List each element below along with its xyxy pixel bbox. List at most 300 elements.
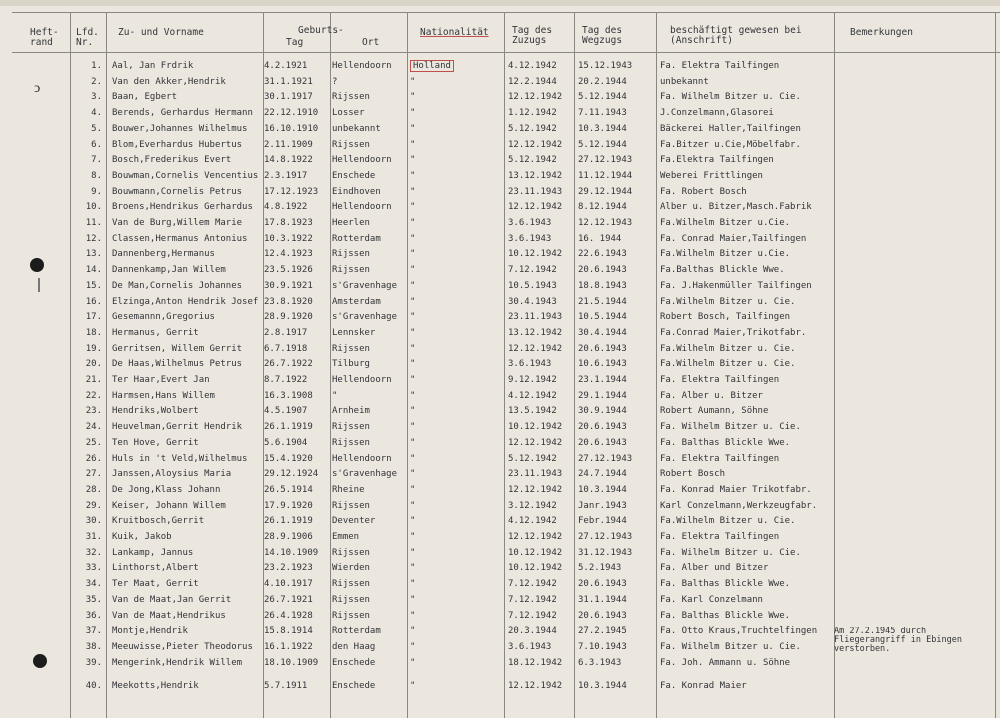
birth-place: Enschede	[332, 657, 376, 668]
arrival-date: 10.12.1942	[508, 563, 563, 574]
remarks: Am 27.2.1945 durch Fliegerangriff in Ebingen verstorben.	[834, 627, 962, 655]
row-number: 38.	[85, 641, 102, 652]
birth-date: 18.10.1909	[264, 657, 319, 668]
birth-place: Emmen	[332, 532, 360, 542]
departure-date: Janr.1943	[578, 500, 627, 511]
birth-date: 26.4.1928	[264, 610, 313, 621]
arrival-date: 10.5.1943	[508, 280, 557, 291]
departure-date: 5.2.1943	[578, 563, 622, 574]
employer: Fa. Joh. Ammann u. Söhne	[660, 657, 791, 668]
departure-date: 27.12.1943	[578, 155, 633, 166]
nationality: "	[410, 76, 416, 87]
person-name: Keiser, Johann Willem	[112, 500, 226, 511]
birth-date: 2.3.1917	[264, 170, 308, 181]
person-name: Broens,Hendrikus Gerhardus	[112, 202, 253, 213]
employer: Fa. Robert Bosch	[660, 186, 747, 197]
arrival-date: 3.6.1943	[508, 218, 552, 228]
row-number: 7.	[91, 155, 102, 166]
table-row	[0, 74, 1000, 90]
person-name: Dannenkamp,Jan Willem	[112, 265, 226, 276]
person-name: Elzinga,Anton Hendrik Josef	[112, 296, 259, 307]
table-row	[0, 545, 1000, 561]
nationality: "	[410, 484, 416, 495]
arrival-date: 5.12.1942	[508, 155, 557, 166]
person-name: Aal, Jan Frdrik	[112, 61, 194, 71]
row-number: 30.	[85, 516, 102, 527]
table-row	[0, 356, 1000, 372]
birth-date: 4.10.1917	[264, 579, 313, 590]
birth-place: Hellendoorn	[332, 61, 392, 71]
departure-date: 27.12.1943	[578, 532, 633, 542]
arrival-date: 12.12.1942	[508, 343, 563, 354]
departure-date: 20.2.1944	[578, 76, 627, 87]
row-number: 19.	[85, 343, 102, 354]
nationality: "	[410, 186, 416, 197]
person-name: Van de Maat,Jan Gerrit	[112, 594, 232, 605]
punch-hole	[33, 654, 47, 668]
table-row	[0, 466, 1000, 482]
arrival-date: 12.2.1944	[508, 76, 557, 87]
arrival-date: 10.12.1942	[508, 547, 563, 558]
row-number: 12.	[85, 233, 102, 244]
employer: J.Conzelmann,Glasorei	[660, 108, 774, 119]
departure-date: 10.5.1944	[578, 312, 627, 323]
birth-date: 22.12.1910	[264, 108, 319, 119]
departure-date: 5.12.1944	[578, 139, 627, 150]
employer: Fa.Wilhelm Bitzer u. Cie.	[660, 296, 796, 307]
departure-date: 30.4.1944	[578, 327, 627, 338]
table-row	[0, 325, 1000, 341]
person-name: Van de Burg,Willem Marie	[112, 218, 243, 228]
birth-place: "	[332, 390, 338, 401]
employer: Fa. Balthas Blickle Wwe.	[660, 579, 791, 590]
table-row	[0, 184, 1000, 200]
employer: Fa. Elektra Tailfingen	[660, 61, 780, 71]
nationality: "	[410, 641, 416, 652]
birth-date: 5.7.1911	[264, 681, 308, 692]
header-nationality: Nationalität	[420, 27, 489, 38]
margin-mark: ↄ	[34, 80, 41, 96]
birth-place: Rotterdam	[332, 626, 381, 637]
arrival-date: 3.6.1943	[508, 233, 552, 244]
employer: Alber u. Bitzer,Masch.Fabrik	[660, 202, 812, 213]
arrival-date: 12.12.1942	[508, 437, 563, 448]
arrival-date: 23.11.1943	[508, 469, 563, 480]
employer: Fa. Wilhelm Bitzer u. Cie.	[660, 92, 801, 103]
nationality: "	[410, 202, 416, 213]
nationality: "	[410, 406, 416, 417]
birth-date: 23.2.1923	[264, 563, 313, 574]
departure-date: 20.6.1943	[578, 437, 627, 448]
person-name: Mengerink,Hendrik Willem	[112, 657, 243, 668]
table-row	[0, 137, 1000, 153]
employer: Fa. Konrad Maier	[660, 681, 747, 692]
birth-place: Hellendoorn	[332, 453, 392, 464]
row-number: 4.	[91, 108, 102, 119]
employer: Fa. Wilhelm Bitzer u. Cie.	[660, 641, 801, 652]
person-name: Baan, Egbert	[112, 92, 178, 103]
departure-date: 11.12.1944	[578, 170, 633, 181]
table-row	[0, 388, 1000, 404]
employer: Fa.Wilhelm Bitzer u.Cie.	[660, 218, 791, 228]
row-number: 39.	[85, 657, 102, 668]
row-number: 33.	[85, 563, 102, 574]
table-row	[0, 451, 1000, 467]
row-number: 10.	[85, 202, 102, 213]
employer: Fa. Balthas Blickle Wwe.	[660, 437, 791, 448]
nationality: "	[410, 343, 416, 354]
row-number: 18.	[85, 327, 102, 338]
table-row	[0, 372, 1000, 388]
employer: Fa. Wilhelm Bitzer u. Cie.	[660, 547, 801, 558]
person-name: Kruitbosch,Gerrit	[112, 516, 205, 527]
person-name: Bouwman,Cornelis Vencentius	[112, 170, 259, 181]
birth-date: 16.1.1922	[264, 641, 313, 652]
nationality: "	[410, 681, 416, 692]
row-number: 21.	[85, 375, 102, 385]
table-row	[0, 121, 1000, 137]
row-number: 25.	[85, 437, 102, 448]
birth-date: 17.9.1920	[264, 500, 313, 511]
employer: Bäckerei Haller,Tailfingen	[660, 123, 801, 134]
departure-date: 18.8.1943	[578, 280, 627, 291]
employer: Fa.Conrad Maier,Trikotfabr.	[660, 327, 807, 338]
header-wegzug: Tag des Wegzugs	[582, 25, 623, 46]
nationality: "	[410, 265, 416, 276]
departure-date: 16. 1944	[578, 233, 622, 244]
nationality: "	[410, 139, 416, 150]
row-number: 28.	[85, 484, 102, 495]
person-name: Bosch,Frederikus Evert	[112, 155, 232, 166]
arrival-date: 12.12.1942	[508, 484, 563, 495]
birth-date: 4.5.1907	[264, 406, 308, 417]
nationality: Holland	[410, 58, 502, 74]
departure-date: 10.6.1943	[578, 359, 627, 370]
row-number: 35.	[85, 594, 102, 605]
nationality: "	[410, 500, 416, 511]
table-row	[0, 262, 1000, 278]
person-name: Bouwer,Johannes Wilhelmus	[112, 123, 248, 134]
person-name: Blom,Everhardus Hubertus	[112, 139, 243, 150]
row-number: 9.	[91, 186, 102, 197]
header-geburts: Geburts-	[298, 25, 344, 36]
table-row	[0, 513, 1000, 529]
employer: Fa. Elektra Tailfingen	[660, 453, 780, 464]
punch-hole	[30, 258, 44, 272]
header-remarks: Bemerkungen	[850, 27, 913, 38]
employer: Fa. Elektra Tailfingen	[660, 375, 780, 385]
birth-place: Heerlen	[332, 218, 370, 228]
departure-date: 15.12.1943	[578, 61, 633, 71]
row-number: 26.	[85, 453, 102, 464]
birth-place: Rijssen	[332, 422, 370, 433]
arrival-date: 4.12.1942	[508, 390, 557, 401]
birth-place: Hellendoorn	[332, 375, 392, 385]
birth-date: 16.10.1910	[264, 123, 319, 134]
employer: Fa.Balthas Blickle Wwe.	[660, 265, 785, 276]
birth-date: 26.7.1922	[264, 359, 313, 370]
employer: Fa.Wilhelm Bitzer u. Cie.	[660, 343, 796, 354]
birth-date: 14.10.1909	[264, 547, 319, 558]
birth-place: Rijssen	[332, 139, 370, 150]
employer: Robert Aumann, Söhne	[660, 406, 769, 417]
arrival-date: 10.12.1942	[508, 422, 563, 433]
departure-date: Febr.1944	[578, 516, 627, 527]
table-row	[0, 231, 1000, 247]
row-number: 23.	[85, 406, 102, 417]
nationality: "	[410, 280, 416, 291]
nationality: "	[410, 532, 416, 542]
arrival-date: 12.12.1942	[508, 532, 563, 542]
person-name: De Man,Cornelis Johannes	[112, 280, 243, 291]
employer: unbekannt	[660, 76, 709, 87]
birth-place: Arnheim	[332, 406, 370, 417]
person-name: Van de Maat,Hendrikus	[112, 610, 226, 621]
employer: Karl Conzelmann,Werkzeugfabr.	[660, 500, 818, 511]
arrival-date: 13.5.1942	[508, 406, 557, 417]
nationality: "	[410, 108, 416, 119]
departure-date: 10.3.1944	[578, 681, 627, 692]
employer: Fa. Conrad Maier,Tailfingen	[660, 233, 807, 244]
birth-date: 23.5.1926	[264, 265, 313, 276]
table-row	[0, 246, 1000, 262]
arrival-date: 20.3.1944	[508, 626, 557, 637]
table-row	[0, 152, 1000, 168]
departure-date: 10.3.1944	[578, 123, 627, 134]
row-number: 15.	[85, 280, 102, 291]
table-row	[0, 529, 1000, 545]
arrival-date: 12.12.1942	[508, 92, 563, 103]
birth-place: Rijssen	[332, 92, 370, 103]
header-ort: Ort	[362, 37, 380, 48]
birth-date: 14.8.1922	[264, 155, 313, 166]
top-rule	[12, 12, 1000, 13]
departure-date: 12.12.1943	[578, 218, 633, 228]
arrival-date: 10.12.1942	[508, 249, 563, 260]
birth-place: Rijssen	[332, 249, 370, 260]
table-row	[0, 498, 1000, 514]
birth-place: Hellendoorn	[332, 155, 392, 166]
row-number: 2.	[91, 76, 102, 87]
birth-date: 4.8.1922	[264, 202, 308, 213]
table-row	[0, 278, 1000, 294]
person-name: De Jong,Klass Johann	[112, 484, 221, 495]
nationality: "	[410, 123, 416, 134]
table-row	[0, 105, 1000, 121]
birth-date: 12.4.1923	[264, 249, 313, 260]
nationality: "	[410, 170, 416, 181]
birth-place: Losser	[332, 108, 365, 119]
birth-place: s'Gravenhage	[332, 469, 398, 480]
nationality: "	[410, 579, 416, 590]
birth-place: Rijssen	[332, 437, 370, 448]
table-row	[0, 678, 1000, 694]
arrival-date: 5.12.1942	[508, 123, 557, 134]
row-number: 8.	[91, 170, 102, 181]
departure-date: 20.6.1943	[578, 265, 627, 276]
employer: Fa. Konrad Maier Trikotfabr.	[660, 484, 812, 495]
arrival-date: 3.6.1943	[508, 641, 552, 652]
departure-date: 8.12.1944	[578, 202, 627, 213]
departure-date: 29.1.1944	[578, 390, 627, 401]
nationality: "	[410, 469, 416, 480]
departure-date: 20.6.1943	[578, 343, 627, 354]
birth-date: 28.9.1920	[264, 312, 313, 323]
birth-date: 26.1.1919	[264, 516, 313, 527]
birth-place: Rijssen	[332, 610, 370, 621]
birth-place: Rijssen	[332, 579, 370, 590]
table-row	[0, 592, 1000, 608]
employer: Fa. Balthas Blickle Wwe.	[660, 610, 791, 621]
departure-date: 20.6.1943	[578, 610, 627, 621]
nationality: "	[410, 233, 416, 244]
nationality: "	[410, 92, 416, 103]
row-number: 32.	[85, 547, 102, 558]
person-name: Ten Hove, Gerrit	[112, 437, 199, 448]
table-row	[0, 58, 1000, 74]
arrival-date: 4.12.1942	[508, 61, 557, 71]
birth-place: Enschede	[332, 170, 376, 181]
birth-place: Hellendoorn	[332, 202, 392, 213]
departure-date: 27.2.1945	[578, 626, 627, 637]
birth-place: Wierden	[332, 563, 370, 574]
birth-date: 31.1.1921	[264, 76, 313, 87]
table-row	[0, 482, 1000, 498]
birth-place: s'Gravenhage	[332, 280, 398, 291]
birth-date: 2.11.1909	[264, 139, 313, 150]
person-name: Hermanus, Gerrit	[112, 327, 199, 338]
person-name: Gerritsen, Willem Gerrit	[112, 343, 243, 354]
header-name: Zu- und Vorname	[118, 27, 204, 38]
departure-date: 5.12.1944	[578, 92, 627, 103]
person-name: Hendriks,Wolbert	[112, 406, 199, 417]
birth-date: 16.3.1908	[264, 390, 313, 401]
nationality: "	[410, 218, 416, 228]
table-row	[0, 403, 1000, 419]
nationality: "	[410, 422, 416, 433]
arrival-date: 3.6.1943	[508, 359, 552, 370]
arrival-date: 12.12.1942	[508, 202, 563, 213]
birth-place: Rotterdam	[332, 233, 381, 244]
row-number: 36.	[85, 610, 102, 621]
birth-place: Eindhoven	[332, 186, 381, 197]
birth-date: 15.4.1920	[264, 453, 313, 464]
arrival-date: 4.12.1942	[508, 516, 557, 527]
nationality: "	[410, 375, 416, 385]
birth-place: unbekannt	[332, 123, 381, 134]
birth-place: den Haag	[332, 641, 376, 652]
employer: Fa. Alber und Bitzer	[660, 563, 769, 574]
employer: Fa.Elektra Tailfingen	[660, 155, 774, 166]
row-number: 29.	[85, 500, 102, 511]
person-name: Classen,Hermanus Antonius	[112, 233, 248, 244]
nationality: "	[410, 657, 416, 668]
header-rule	[12, 52, 1000, 53]
employer: Fa. Karl Conzelmann	[660, 594, 763, 605]
birth-place: Rijssen	[332, 343, 370, 354]
row-number: 3.	[91, 92, 102, 103]
arrival-date: 18.12.1942	[508, 657, 563, 668]
birth-place: Rijssen	[332, 594, 370, 605]
row-number: 6.	[91, 139, 102, 150]
table-row	[0, 576, 1000, 592]
departure-date: 23.1.1944	[578, 375, 627, 385]
person-name: Janssen,Aloysius Maria	[112, 469, 232, 480]
employer: Robert Bosch, Tailfingen	[660, 312, 791, 323]
nationality: "	[410, 516, 416, 527]
birth-date: 15.8.1914	[264, 626, 313, 637]
table-row	[0, 341, 1000, 357]
arrival-date: 12.12.1942	[508, 681, 563, 692]
row-number: 27.	[85, 469, 102, 480]
nationality: "	[410, 312, 416, 323]
departure-date: 20.6.1943	[578, 422, 627, 433]
person-name: Heuvelman,Gerrit Hendrik	[112, 422, 243, 433]
arrival-date: 13.12.1942	[508, 170, 563, 181]
table-row	[0, 215, 1000, 231]
person-name: Berends, Gerhardus Hermann	[112, 108, 253, 119]
birth-place: Lennsker	[332, 327, 376, 338]
employer: Fa. Alber u. Bitzer	[660, 390, 763, 401]
table-row	[0, 608, 1000, 624]
arrival-date: 30.4.1943	[508, 296, 557, 307]
birth-date: 2.8.1917	[264, 327, 308, 338]
person-name: Montje,Hendrik	[112, 626, 188, 637]
nationality: "	[410, 563, 416, 574]
nationality: "	[410, 296, 416, 307]
table-row	[0, 419, 1000, 435]
arrival-date: 23.11.1943	[508, 186, 563, 197]
departure-date: 31.1.1944	[578, 594, 627, 605]
birth-date: 10.3.1922	[264, 233, 313, 244]
table-row	[0, 639, 1000, 655]
row-number: 24.	[85, 422, 102, 433]
birth-date: 30.1.1917	[264, 92, 313, 103]
person-name: Gesemannn,Gregorius	[112, 312, 215, 323]
paper-edge	[0, 0, 1000, 6]
birth-place: Enschede	[332, 681, 376, 692]
birth-place: Rijssen	[332, 265, 370, 276]
birth-date: 29.12.1924	[264, 469, 319, 480]
arrival-date: 1.12.1942	[508, 108, 557, 119]
departure-date: 20.6.1943	[578, 579, 627, 590]
row-number: 20.	[85, 359, 102, 370]
arrival-date: 9.12.1942	[508, 375, 557, 385]
departure-date: 30.9.1944	[578, 406, 627, 417]
table-row	[0, 294, 1000, 310]
nationality: "	[410, 610, 416, 621]
departure-date: 27.12.1943	[578, 453, 633, 464]
row-number: 31.	[85, 532, 102, 542]
birth-date: 23.8.1920	[264, 296, 313, 307]
birth-date: 8.7.1922	[264, 375, 308, 385]
departure-date: 7.10.1943	[578, 641, 627, 652]
table-row	[0, 560, 1000, 576]
departure-date: 21.5.1944	[578, 296, 627, 307]
table-row	[0, 655, 1000, 671]
row-number: 1.	[91, 61, 102, 71]
employer: Fa.Wilhelm Bitzer u. Cie.	[660, 359, 796, 370]
table-row	[0, 199, 1000, 215]
header-lfd-nr: Lfd. Nr.	[76, 27, 99, 48]
row-number: 16.	[85, 296, 102, 307]
departure-date: 24.7.1944	[578, 469, 627, 480]
departure-date: 22.6.1943	[578, 249, 627, 260]
row-number: 34.	[85, 579, 102, 590]
table-row	[0, 168, 1000, 184]
nationality: "	[410, 359, 416, 370]
arrival-date: 7.12.1942	[508, 610, 557, 621]
